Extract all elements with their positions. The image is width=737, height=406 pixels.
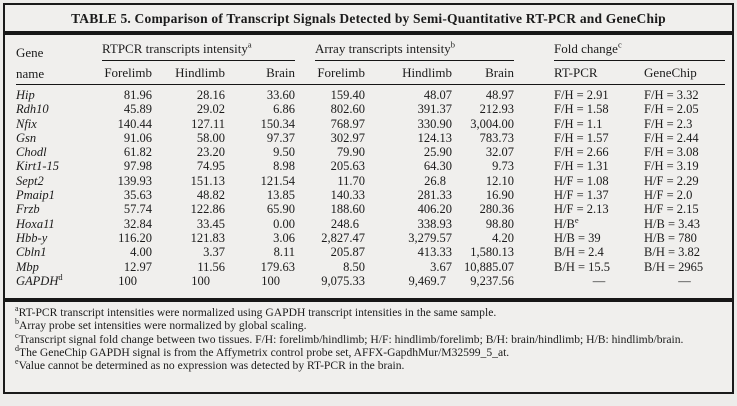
intensity-value: 35.63 [123, 188, 152, 203]
intensity-value: 391.37 [417, 102, 452, 117]
intensity-value: 179.63 [260, 259, 295, 274]
group-header-row [16, 35, 725, 61]
intensity-value: 121.54 [260, 173, 295, 188]
intensity-value: 48.97 [485, 88, 515, 102]
column-gap [295, 102, 315, 116]
column-gap [514, 85, 554, 103]
column-gap [514, 202, 554, 216]
intensity-value: 3.37 [203, 245, 225, 260]
intensity-value: 212.93 [479, 102, 515, 117]
intensity-value: 58.00 [196, 130, 225, 145]
column-gap [514, 188, 554, 202]
intensity-value: 23.20 [196, 145, 225, 160]
intensity-value: 783.73 [479, 130, 515, 145]
footnote-marker: e [15, 357, 19, 367]
fold-change-value [644, 217, 725, 231]
intensity-value: 48.82 [196, 188, 225, 203]
intensity-value: 188.60 [330, 202, 365, 217]
intensity-value: 98.80 [485, 216, 515, 231]
column-gap [514, 131, 554, 145]
intensity-value: 1,580.13 [470, 245, 515, 260]
fold-change-text: H/F = 2.0 [644, 188, 693, 203]
intensity-value: 8.98 [273, 159, 295, 174]
array-hindlimb-header: Hindlimb [365, 61, 452, 85]
column-gap [514, 61, 554, 85]
column-gap [295, 245, 315, 259]
table-row [16, 260, 725, 274]
fold-change-text: F/H = 1.58 [554, 102, 609, 117]
column-gap [295, 188, 315, 202]
column-gap [295, 85, 315, 103]
intensity-value: 139.93 [117, 173, 152, 188]
intensity-value: 140.33 [330, 188, 365, 203]
gene-name-cell [16, 145, 102, 159]
fold-change-text: F/H = 2.91 [554, 88, 609, 102]
gene-name: Sept2 [16, 173, 44, 188]
gene-header-line1: Gene [16, 45, 44, 60]
column-gap [295, 274, 315, 288]
footnote-marker: b [450, 39, 455, 50]
intensity-value: 9.50 [273, 145, 295, 160]
fold-rtpcr-header: RT-PCR [554, 61, 644, 85]
intensity-value: 65.90 [266, 202, 295, 217]
gene-name-cell [16, 174, 102, 188]
column-gap [295, 217, 315, 231]
fold-change-value [554, 159, 644, 173]
intensity-value: 9,469.7 [408, 273, 446, 288]
gene-name: Cbln1 [16, 245, 47, 260]
footnote-text: Value cannot be determined as no expression was detected by RT-PCR in the brain. [18, 358, 405, 372]
footnote-text: Transcript signal fold change between two tissues. F/H: forelimb/hindlimb; H/F: hindlimb/forelimb; B/H: brain/hindlimb; H/B: hindlimb/brain. [18, 332, 684, 346]
intensity-value: 4.00 [130, 245, 152, 260]
intensity-value: 48.07 [423, 88, 452, 102]
intensity-value: 91.06 [123, 130, 152, 145]
intensity-value: 6.86 [273, 102, 295, 117]
gene-name: Hoxa11 [16, 216, 55, 231]
rtpcr-group-header [102, 35, 295, 61]
table-body [16, 85, 725, 289]
table-row [16, 131, 725, 145]
table-row [16, 188, 725, 202]
footnote-marker: c [15, 330, 19, 340]
fold-change-value [644, 159, 725, 173]
gene-name-cell [16, 271, 102, 288]
fold-change-text: H/B = 39 [554, 230, 601, 245]
column-gap [514, 102, 554, 116]
intensity-value: 32.07 [485, 145, 515, 160]
footnote-text: RT-PCR transcript intensities were normalized using GAPDH transcript intensities in the same sample. [18, 306, 497, 320]
intensity-value: 140.44 [117, 116, 152, 131]
fold-change-value [644, 85, 725, 103]
table-row [16, 202, 725, 216]
column-gap [514, 260, 554, 274]
fold-change-value [554, 102, 644, 116]
intensity-value: 29.02 [196, 102, 225, 117]
intensity-value: 768.97 [330, 116, 365, 131]
column-gap [514, 174, 554, 188]
column-gap [514, 35, 554, 61]
intensity-value: 330.90 [417, 116, 452, 131]
rtpcr-forelimb-header: Forelimb [102, 61, 152, 85]
intensity-value: 9,075.33 [321, 273, 365, 288]
table-row [16, 174, 725, 188]
fold-change-text: F/H = 3.32 [644, 88, 699, 102]
gene-name: GAPDH [16, 273, 59, 288]
footnote-marker: a [15, 304, 19, 314]
fold-change-text: B/H = 2965 [644, 259, 704, 274]
intensity-value: 81.96 [123, 88, 152, 102]
rtpcr-group-label: RTPCR transcripts intensity [102, 41, 248, 56]
fold-change-value [554, 117, 644, 131]
intensity-value: 116.20 [118, 230, 152, 245]
intensity-value: 45.89 [123, 102, 152, 117]
intensity-value: 28.16 [196, 88, 225, 102]
intensity-value: 124.13 [417, 130, 452, 145]
intensity-value: 11.56 [197, 259, 225, 274]
fold-change-value [554, 231, 644, 245]
fold-change-text: H/B [554, 216, 575, 231]
fold-change-value [644, 260, 725, 274]
column-gap [295, 159, 315, 173]
gene-name: Hip [16, 88, 35, 102]
fold-change-text: H/B = 3.43 [644, 216, 701, 231]
intensity-value: 61.82 [123, 145, 152, 160]
column-gap [295, 35, 315, 61]
footnote-marker: c [617, 39, 622, 50]
intensity-value: 280.36 [479, 202, 515, 217]
intensity-value: 8.50 [343, 259, 365, 274]
fold-change-value [554, 202, 644, 216]
fold-change-text: F/H = 2.66 [554, 145, 609, 160]
fold-change-value [554, 245, 644, 259]
gene-name-cell [16, 85, 102, 103]
intensity-value: 33.60 [266, 88, 295, 102]
transcript-comparison-table [16, 35, 725, 288]
intensity-value: 0.00 [273, 216, 295, 231]
intensity-value: 74.95 [196, 159, 225, 174]
intensity-value: 9.73 [492, 159, 515, 174]
intensity-value: 64.30 [423, 159, 452, 174]
table-row [16, 231, 725, 245]
gene-name: Hbb-y [16, 230, 48, 245]
fold-change-value [644, 102, 725, 116]
fold-change-group-header [554, 35, 725, 61]
column-gap [295, 231, 315, 245]
intensity-value: 121.83 [190, 230, 225, 245]
fold-change-text: H/F = 1.08 [554, 173, 609, 188]
fold-change-value [554, 174, 644, 188]
footnote-text: Array probe set intensities were normalized by global scaling. [19, 319, 307, 333]
column-gap [295, 260, 315, 274]
fold-change-text: F/H = 1.31 [554, 159, 609, 174]
gene-name-cell [16, 117, 102, 131]
intensity-value: 406.20 [417, 202, 452, 217]
fold-change-text: H/B = 780 [644, 230, 697, 245]
table-title: TABLE 5. Comparison of Transcript Signals Detected by Semi-Quantitative RT-PCR and GeneChip [71, 11, 666, 26]
column-gap [295, 117, 315, 131]
fold-change-text: B/H = 3.82 [644, 245, 701, 260]
intensity-value: 8.11 [273, 245, 295, 260]
array-forelimb-header: Forelimb [315, 61, 365, 85]
gene-name: Rdh10 [16, 102, 49, 117]
table-row [16, 102, 725, 116]
column-gap [514, 217, 554, 231]
column-gap [514, 145, 554, 159]
gene-name: Kirt1-15 [16, 159, 60, 174]
gene-name: Gsn [16, 130, 37, 145]
intensity-value: 4.20 [492, 230, 515, 245]
gene-name-cell [16, 202, 102, 216]
fold-change-text: F/H = 2.05 [644, 102, 699, 117]
intensity-value: 97.98 [123, 159, 152, 174]
intensity-value: 16.90 [485, 188, 515, 203]
intensity-value: 413.33 [417, 245, 452, 260]
fold-change-text: H/F = 1.37 [554, 188, 609, 203]
fold-change-text: B/H = 2.4 [554, 245, 604, 260]
fold-change-text: — [592, 273, 606, 288]
intensity-value: 281.33 [417, 188, 452, 203]
intensity-value: 122.86 [190, 202, 225, 217]
gene-name: Pmaip1 [16, 188, 55, 203]
gene-name: Frzb [16, 202, 40, 217]
column-gap [514, 274, 554, 288]
intensity-value: 13.85 [266, 188, 295, 203]
rtpcr-hindlimb-header: Hindlimb [152, 61, 225, 85]
fold-change-value [644, 202, 725, 216]
table-row [16, 85, 725, 103]
intensity-value: 802.60 [330, 102, 365, 117]
no-value-dash [644, 274, 725, 288]
footnotes [5, 302, 732, 372]
intensity-value: 3,279.57 [408, 230, 452, 245]
column-gap [295, 131, 315, 145]
footnote-a [15, 306, 722, 319]
gene-name-cell [16, 231, 102, 245]
intensity-value: 12.97 [123, 259, 152, 274]
gene-name-cell [16, 217, 102, 231]
footnote-marker: b [15, 317, 19, 327]
sub-header-row [16, 61, 725, 85]
gene-name-cell [16, 245, 102, 259]
column-gap [514, 159, 554, 173]
fold-change-value [644, 188, 725, 202]
intensity-value: 100 [118, 273, 137, 288]
footnote-d [15, 343, 722, 359]
gene-name-cell [16, 159, 102, 173]
gene-name-cell [16, 102, 102, 116]
intensity-value: 12.10 [485, 173, 515, 188]
fold-change-value [644, 174, 725, 188]
fold-change-text: H/F = 2.15 [644, 202, 699, 217]
column-gap [295, 174, 315, 188]
intensity-value: 26.8 [424, 173, 446, 188]
intensity-value: 25.90 [423, 145, 452, 160]
gene-name-header [16, 35, 102, 85]
fold-change-value [554, 145, 644, 159]
intensity-value: 127.11 [191, 116, 225, 131]
gene-name: Mbp [16, 259, 39, 274]
intensity-value: 248.6 [330, 216, 359, 231]
fold-change-text: H/F = 2.29 [644, 173, 699, 188]
intensity-value: 2,827.47 [321, 230, 365, 245]
intensity-value: 151.13 [190, 173, 225, 188]
fold-change-text: F/H = 2.3 [644, 116, 693, 131]
fold-change-value [644, 145, 725, 159]
array-group-label: Array transcripts intensity [315, 41, 451, 56]
footnote-marker: a [247, 39, 252, 50]
intensity-value: 100 [261, 273, 280, 288]
gene-name-cell [16, 188, 102, 202]
intensity-value: 100 [191, 273, 210, 288]
column-gap [295, 61, 315, 85]
intensity-value: 205.63 [330, 159, 365, 174]
intensity-value: 57.74 [123, 202, 152, 217]
fold-change-value [554, 260, 644, 274]
fold-change-value [644, 131, 725, 145]
intensity-value: 150.34 [260, 116, 295, 131]
fold-change-value [554, 214, 644, 231]
fold-change-text: — [678, 273, 691, 288]
gene-name-cell [16, 131, 102, 145]
footnote-c [15, 330, 722, 346]
fold-change-value [644, 231, 725, 245]
footnote-marker: d [58, 271, 63, 282]
fold-change-value [644, 245, 725, 259]
gene-header-line2: name [16, 66, 45, 81]
column-gap [295, 202, 315, 216]
column-gap [514, 117, 554, 131]
intensity-value: 97.37 [266, 130, 295, 145]
fold-change-value [554, 188, 644, 202]
intensity-value: 159.40 [330, 88, 365, 102]
footnote-e [15, 359, 722, 372]
footnote-text: The GeneChip GAPDH signal is from the Affymetrix control probe set, AFFX-GapdhMur/M32599_5_at. [19, 345, 510, 359]
intensity-value: 302.97 [330, 130, 365, 145]
footnote-b [15, 319, 722, 332]
fold-change-text: F/H = 2.44 [644, 130, 699, 145]
fold-change-value [644, 117, 725, 131]
table-row [16, 274, 725, 288]
table5-container [3, 3, 734, 394]
fold-change-text: F/H = 1.57 [554, 130, 609, 145]
fold-change-text: F/H = 3.08 [644, 145, 699, 160]
intensity-value: 3,004.00 [470, 116, 515, 131]
column-gap [514, 245, 554, 259]
table-row [16, 159, 725, 173]
fold-change-group-label: Fold change [554, 41, 618, 56]
intensity-value: 3.06 [273, 230, 295, 245]
column-gap [295, 145, 315, 159]
table-row [16, 245, 725, 259]
intensity-value: 79.90 [336, 145, 365, 160]
footnote-marker: e [574, 214, 579, 225]
intensity-value: 10,885.07 [464, 259, 515, 274]
rtpcr-brain-header: Brain [225, 61, 295, 85]
intensity-value: 32.84 [123, 216, 152, 231]
column-gap [514, 231, 554, 245]
table-row [16, 217, 725, 231]
no-value-dash [554, 274, 644, 288]
table-row [16, 145, 725, 159]
array-brain-header: Brain [452, 61, 514, 85]
intensity-value: 338.93 [417, 216, 452, 231]
array-group-header [315, 35, 514, 61]
fold-change-text: B/H = 15.5 [554, 259, 611, 274]
fold-genechip-header: GeneChip [644, 61, 725, 85]
intensity-value: 205.87 [330, 245, 365, 260]
gene-name: Nfix [16, 116, 37, 131]
intensity-value: 33.45 [196, 216, 225, 231]
intensity-value: 11.70 [337, 173, 365, 188]
intensity-value: 3.67 [430, 259, 452, 274]
fold-change-value [554, 131, 644, 145]
gene-name: Chodl [16, 145, 47, 160]
fold-change-text: F/H = 3.19 [644, 159, 699, 174]
footnote-marker: d [15, 343, 19, 353]
fold-change-value [554, 85, 644, 103]
fold-change-text: F/H = 1.1 [554, 116, 603, 131]
table-row [16, 117, 725, 131]
intensity-value: 9,237.56 [470, 273, 515, 288]
fold-change-text: H/F = 2.13 [554, 202, 609, 217]
